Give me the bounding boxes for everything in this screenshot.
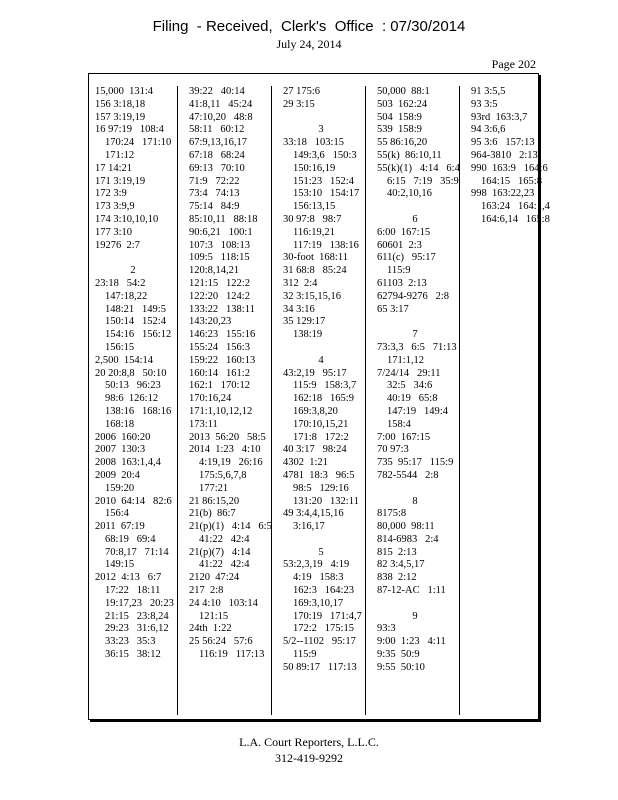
index-entry: 50 89:17 117:13 bbox=[283, 661, 357, 673]
index-entry: 73:3,3 6:5 71:13 bbox=[377, 341, 457, 353]
index-entry: 53:2,3,19 4:19 bbox=[283, 559, 350, 571]
index-entry: 21:15 23:8,24 bbox=[105, 610, 169, 622]
index-entry: 122:20 124:2 bbox=[189, 290, 250, 302]
index-entry: 171:12 bbox=[105, 149, 135, 161]
index-entry: 814-6983 2:4 bbox=[377, 533, 439, 545]
index-entry: 94 3:6,6 bbox=[471, 124, 506, 136]
index-entry: 32:5 34:6 bbox=[387, 380, 433, 392]
section-letter: 7 bbox=[412, 329, 418, 341]
index-entry: 40:19 65:8 bbox=[387, 393, 438, 405]
index-entry: 109:5 118:15 bbox=[189, 252, 250, 264]
index-entry: 82 3:4,5,17 bbox=[377, 559, 425, 571]
index-entry: 149:3,6 150:3 bbox=[293, 149, 357, 161]
index-entry: 50:13 96:23 bbox=[105, 380, 161, 392]
index-entry: 155:24 156:3 bbox=[189, 341, 250, 353]
index-entry: 138:16 168:16 bbox=[105, 405, 172, 417]
index-entry: 2120 47:24 bbox=[189, 572, 240, 584]
index-entry: 71:9 72:22 bbox=[189, 175, 240, 187]
index-column-3 bbox=[277, 86, 366, 715]
index-entry: 504 158:9 bbox=[377, 111, 422, 123]
index-entry: 168:18 bbox=[105, 418, 135, 430]
index-entry: 3:16,17 bbox=[293, 521, 325, 533]
index-entry: 41:22 42:4 bbox=[199, 559, 250, 571]
section-letter: 8 bbox=[412, 495, 418, 507]
index-entry: 58:11 60:12 bbox=[189, 124, 245, 136]
index-entry: 8175:8 bbox=[377, 508, 407, 520]
index-entry: 6:00 167:15 bbox=[377, 226, 431, 238]
index-entry: 120:8,14,21 bbox=[189, 265, 240, 277]
index-entry: 156:4 bbox=[105, 508, 129, 520]
index-entry: 70 97:3 bbox=[377, 444, 409, 456]
index-entry: 68:19 69:4 bbox=[105, 533, 156, 545]
index-entry: 4302 1:21 bbox=[283, 457, 328, 469]
index-entry: 116:19,21 bbox=[293, 226, 335, 238]
index-entry: 21 86:15,20 bbox=[189, 495, 240, 507]
index-entry: 73:4 74:13 bbox=[189, 188, 240, 200]
index-entry: 159:20 bbox=[105, 482, 135, 494]
index-entry: 4:19,19 26:16 bbox=[199, 457, 263, 469]
index-entry: 9:00 1:23 4:11 bbox=[377, 636, 446, 648]
footer-company: L.A. Court Reporters, L.L.C. bbox=[239, 735, 379, 749]
section-letter: 4 bbox=[318, 354, 324, 366]
index-entry: 4:19 158:3 bbox=[293, 572, 344, 584]
index-entry: 169:3,10,17 bbox=[293, 597, 344, 609]
index-entry: 55 86:16,20 bbox=[377, 137, 428, 149]
index-entry: 175:5,6,7,8 bbox=[199, 469, 247, 481]
index-entry: 163:24 164:1,4 bbox=[481, 201, 550, 213]
index-entry: 21(p)(7) 4:14 bbox=[189, 546, 251, 558]
index-entry: 65 3:17 bbox=[377, 303, 409, 315]
index-column-1 bbox=[89, 86, 178, 715]
index-entry: 170:19 171:4,7 bbox=[293, 610, 362, 622]
index-entry: 9:55 50:10 bbox=[377, 661, 425, 673]
index-entry: 40:2,10,16 bbox=[387, 188, 432, 200]
blank-line bbox=[283, 342, 365, 355]
index-entry: 9:35 50:9 bbox=[377, 649, 420, 661]
index-entry: 91 3:5,5 bbox=[471, 86, 506, 97]
index-entry: 24th 1:22 bbox=[189, 623, 232, 635]
section-letter: 3 bbox=[318, 124, 324, 136]
blank-line bbox=[377, 201, 459, 214]
index-entry: 25 56:24 57:6 bbox=[189, 636, 253, 648]
index-entry: 153:10 154:17 bbox=[293, 188, 360, 200]
index-entry: 31 68:8 85:24 bbox=[283, 265, 347, 277]
index-entry: 2012 4:13 6:7 bbox=[95, 572, 162, 584]
index-entry: 162:1 170:12 bbox=[189, 380, 250, 392]
section-letter: 6 bbox=[412, 213, 418, 225]
index-column-4 bbox=[371, 86, 460, 715]
index-entry: 35 129:17 bbox=[283, 316, 326, 328]
index-entry: 312 2:4 bbox=[283, 277, 318, 289]
index-entry: 2008 163:1,4,4 bbox=[95, 457, 161, 469]
index-entry: 170:10,15,21 bbox=[293, 418, 349, 430]
blank-line bbox=[283, 534, 365, 547]
index-entry: 539 158:9 bbox=[377, 124, 422, 136]
index-entry: 93:3 bbox=[377, 623, 396, 635]
index-entry: 170:16,24 bbox=[189, 393, 232, 405]
index-entry: 67:9,13,16,17 bbox=[189, 137, 248, 149]
index-entry: 964-3810 2:13 bbox=[471, 149, 538, 161]
index-entry: 32 3:15,15,16 bbox=[283, 290, 342, 302]
index-entry: 156:15 bbox=[105, 341, 135, 353]
index-entry: 70:8,17 71:14 bbox=[105, 546, 169, 558]
index-entry: 150:16,19 bbox=[293, 162, 336, 174]
index-entry: 17:22 18:11 bbox=[105, 585, 161, 597]
index-entry: 7:00 167:15 bbox=[377, 431, 431, 443]
index-entry: 177:21 bbox=[199, 482, 229, 494]
index-entry: 172 3:9 bbox=[95, 188, 127, 200]
index-entry: 55(k) 86:10,11 bbox=[377, 149, 442, 161]
index-entry: 149:15 bbox=[105, 559, 135, 571]
index-entry: 49 3:4,4,15,16 bbox=[283, 508, 344, 520]
index-entry: 159:22 160:13 bbox=[189, 354, 256, 366]
index-entry: 6:15 7:19 35:9 bbox=[387, 175, 459, 187]
index-entry: 164:6,14 165:8 bbox=[481, 213, 550, 225]
index-entry: 98:6 126:12 bbox=[105, 393, 159, 405]
index-entry: 33:23 35:3 bbox=[105, 636, 156, 648]
index-entry: 998 163:22,23 bbox=[471, 188, 535, 200]
blank-line bbox=[377, 598, 459, 611]
index-entry: 2014 1:23 4:10 bbox=[189, 444, 261, 456]
index-entry: 158:4 bbox=[387, 418, 411, 430]
index-entry: 23:18 54:2 bbox=[95, 277, 146, 289]
index-entry: 170:24 171:10 bbox=[105, 137, 172, 149]
index-entry: 29 3:15 bbox=[283, 98, 315, 110]
index-entry: 39:22 40:14 bbox=[189, 86, 245, 97]
index-entry: 171:1,10,12,12 bbox=[189, 405, 253, 417]
index-entry: 5/2--1102 95:17 bbox=[283, 636, 356, 648]
index-column-5 bbox=[465, 86, 550, 715]
index-entry: 138:19 bbox=[293, 329, 323, 341]
index-entry: 95 3:6 157:13 bbox=[471, 137, 535, 149]
index-entry: 115:9 bbox=[387, 265, 411, 277]
index-entry: 217 2:8 bbox=[189, 585, 224, 597]
index-entry: 30-foot 168:11 bbox=[283, 252, 348, 264]
index-entry: 15,000 131:4 bbox=[95, 86, 154, 97]
index-entry: 2010 64:14 82:6 bbox=[95, 495, 172, 507]
index-entry: 75:14 84:9 bbox=[189, 201, 240, 213]
section-letter: 9 bbox=[412, 610, 418, 622]
index-entry: 503 162:24 bbox=[377, 98, 428, 110]
index-entry: 55(k)(1) 4:14 6:4 bbox=[377, 162, 460, 174]
index-entry: 2009 20:4 bbox=[95, 469, 140, 481]
index-entry: 69:13 70:10 bbox=[189, 162, 245, 174]
index-entry: 782-5544 2:8 bbox=[377, 469, 439, 481]
index-entry: 93rd 163:3,7 bbox=[471, 111, 528, 123]
index-entry: 30 97:8 98:7 bbox=[283, 213, 342, 225]
index-entry: 146:23 155:16 bbox=[189, 329, 256, 341]
index-entry: 2006 160:20 bbox=[95, 431, 151, 443]
index-entry: 133:22 138:11 bbox=[189, 303, 255, 315]
index-entry: 93 3:5 bbox=[471, 98, 498, 110]
index-entry: 98:5 129:16 bbox=[293, 482, 349, 494]
index-entry: 173:11 bbox=[189, 418, 218, 430]
index-entry: 171:1,12 bbox=[387, 354, 425, 366]
index-entry: 19276 2:7 bbox=[95, 239, 140, 251]
index-entry: 172:2 175:15 bbox=[293, 623, 354, 635]
index-entry: 60601 2:3 bbox=[377, 239, 422, 251]
index-entry: 61103 2:13 bbox=[377, 277, 427, 289]
index-entry: 16 97:19 108:4 bbox=[95, 124, 164, 136]
index-entry: 171:8 172:2 bbox=[293, 431, 349, 443]
index-entry: 151:23 152:4 bbox=[293, 175, 354, 187]
blank-line bbox=[377, 483, 459, 496]
blank-line bbox=[283, 112, 365, 125]
index-entry: 62794-9276 2:8 bbox=[377, 290, 450, 302]
index-entry: 815 2:13 bbox=[377, 546, 417, 558]
index-entry: 611(c) 95:17 bbox=[377, 252, 436, 264]
index-entry: 735 95:17 115:9 bbox=[377, 457, 454, 469]
index-entry: 164:15 165:8 bbox=[481, 175, 542, 187]
index-entry: 17 14:21 bbox=[95, 162, 133, 174]
index-entry: 87-12-AC 1:11 bbox=[377, 585, 446, 597]
index-entry: 169:3,8,20 bbox=[293, 405, 338, 417]
index-entry: 24 4:10 103:14 bbox=[189, 597, 258, 609]
index-entry: 90:6,21 100:1 bbox=[189, 226, 253, 238]
index-entry: 160:14 161:2 bbox=[189, 367, 250, 379]
index-entry: 177 3:10 bbox=[95, 226, 133, 238]
index-entry: 2011 67:19 bbox=[95, 521, 145, 533]
section-letter: 2 bbox=[130, 265, 136, 277]
blank-line bbox=[95, 252, 177, 265]
index-entry: 121:15 bbox=[199, 610, 229, 622]
index-entry: 143:20,23 bbox=[189, 316, 232, 328]
index-entry: 154:16 156:12 bbox=[105, 329, 172, 341]
index-entry: 157 3:19,19 bbox=[95, 111, 146, 123]
page-number: Page 202 bbox=[491, 57, 536, 71]
index-entry: 990 163:9 164:6 bbox=[471, 162, 548, 174]
footer-phone: 312-419-9292 bbox=[275, 751, 343, 765]
index-entry: 838 2:12 bbox=[377, 572, 417, 584]
index-entry: 36:15 38:12 bbox=[105, 649, 161, 661]
index-entry: 115:9 bbox=[293, 649, 317, 661]
index-entry: 7/24/14 29:11 bbox=[377, 367, 441, 379]
filing-stamp: Filing - Received, Clerk's Office : 07/30/2014 bbox=[152, 18, 466, 35]
index-entry: 171 3:19,19 bbox=[95, 175, 146, 187]
index-entry: 162:18 165:9 bbox=[293, 393, 354, 405]
index-entry: 2013 56:20 58:5 bbox=[189, 431, 266, 443]
word-index-box bbox=[88, 73, 550, 720]
index-entry: 162:3 164:23 bbox=[293, 585, 354, 597]
index-entry: 156:13,15 bbox=[293, 201, 336, 213]
index-entry: 50,000 88:1 bbox=[377, 86, 430, 97]
blank-line bbox=[377, 316, 459, 329]
index-entry: 2007 130:3 bbox=[95, 444, 146, 456]
index-entry: 115:9 158:3,7 bbox=[293, 380, 357, 392]
index-entry: 2,500 154:14 bbox=[95, 354, 154, 366]
index-entry: 173 3:9,9 bbox=[95, 201, 135, 213]
index-entry: 174 3:10,10,10 bbox=[95, 213, 159, 225]
index-entry: 47:10,20 48:8 bbox=[189, 111, 253, 123]
index-entry: 156 3:18,18 bbox=[95, 98, 146, 110]
index-entry: 67:18 68:24 bbox=[189, 149, 245, 161]
index-entry: 148:21 149:5 bbox=[105, 303, 166, 315]
index-entry: 29:23 31:6,12 bbox=[105, 623, 169, 635]
index-entry: 121:15 122:2 bbox=[189, 277, 250, 289]
index-entry: 40 3:17 98:24 bbox=[283, 444, 347, 456]
index-entry: 4781 18:3 96:5 bbox=[283, 469, 355, 481]
index-entry: 147:18,22 bbox=[105, 290, 148, 302]
index-entry: 43:2,19 95:17 bbox=[283, 367, 347, 379]
index-entry: 33:18 103:15 bbox=[283, 137, 344, 149]
index-entry: 116:19 117:13 bbox=[199, 649, 265, 661]
index-entry: 147:19 149:4 bbox=[387, 405, 448, 417]
section-letter: 5 bbox=[318, 546, 324, 558]
index-entry: 41:8,11 45:24 bbox=[189, 98, 253, 110]
index-entry: 150:14 152:4 bbox=[105, 316, 166, 328]
index-entry: 107:3 108:13 bbox=[189, 239, 250, 251]
index-column-2 bbox=[183, 86, 272, 715]
index-entry: 21(b) 86:7 bbox=[189, 508, 236, 520]
index-entry: 19:17,23 20:23 bbox=[105, 597, 174, 609]
index-entry: 80,000 98:11 bbox=[377, 521, 435, 533]
index-entry: 131:20 132:11 bbox=[293, 495, 359, 507]
index-entry: 21(p)(1) 4:14 6:5 bbox=[189, 521, 272, 533]
document-date: July 24, 2014 bbox=[276, 37, 342, 51]
index-entry: 41:22 42:4 bbox=[199, 533, 250, 545]
index-entry: 34 3:16 bbox=[283, 303, 315, 315]
index-entry: 85:10,11 88:18 bbox=[189, 213, 258, 225]
index-entry: 20 20:8,8 50:10 bbox=[95, 367, 167, 379]
index-entry: 117:19 138:16 bbox=[293, 239, 359, 251]
index-entry: 27 175:6 bbox=[283, 86, 321, 97]
